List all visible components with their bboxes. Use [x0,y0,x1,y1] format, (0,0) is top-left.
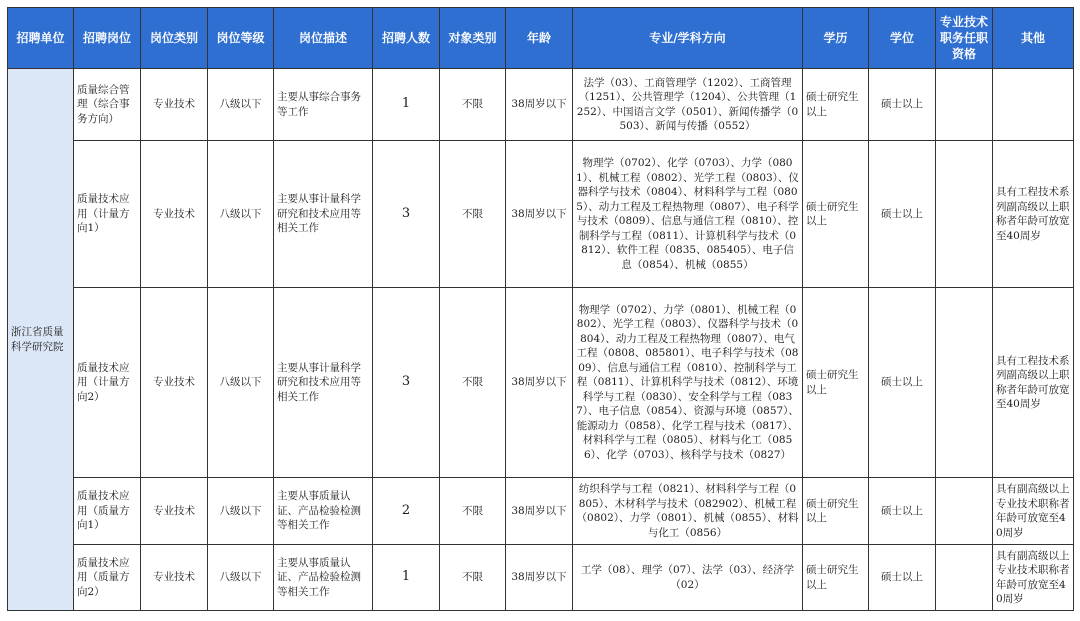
age-cell: 38周岁以下 [506,478,573,545]
header-level: 岗位等级 [208,8,274,69]
header-age: 年龄 [506,8,573,69]
level-cell: 八级以下 [208,141,274,288]
category-cell: 专业技术 [141,288,208,478]
education-cell: 硕士研究生以上 [803,69,869,141]
post-cell: 质量技术应用（计量方向2） [74,288,141,478]
level-cell: 八级以下 [208,545,274,611]
count-cell: 1 [373,69,440,141]
header-row [8,8,1074,69]
major-cell: 物理学（0702）、化学（0703）、力学（0801）、机械工程（0802）、光学工程（0803）、仪器科学与技术（0804）、材料科学与工程（0805）、动力工程及工程热物理（0807）、电子科学与技术（0809）、信息与通信工程（0810）、控制科学与工程（0811）、计算机科学与技术（0812）、软件工程（0835、085405）、电子信息（0854）、机械（0855） [573,141,803,288]
count-cell: 3 [373,141,440,288]
degree-cell: 硕士以上 [869,545,936,611]
level-cell: 八级以下 [208,288,274,478]
target-cell: 不限 [440,69,506,141]
age-cell: 38周岁以下 [506,545,573,611]
major-cell: 法学（03）、工商管理学（1202）、工商管理（1251）、公共管理学（1204）、公共管理（1252）、中国语言文学（0501）、新闻传播学（0503）、新闻与传播（0552） [573,69,803,141]
level-cell: 八级以下 [208,478,274,545]
target-cell: 不限 [440,141,506,288]
header-description: 岗位描述 [274,8,373,69]
education-cell: 硕士研究生以上 [803,545,869,611]
category-cell: 专业技术 [141,69,208,141]
major-cell: 纺织科学与工程（0821）、材料科学与工程（0805）、木材科学与技术（082902）、机械工程（0802）、力学（0801）、机械（0855）、材料与化工（0856） [573,478,803,545]
description-cell: 主要从事质量认证、产品检验检测等相关工作 [274,478,373,545]
header-qualification: 专业技术职务任职资格 [936,8,993,69]
description-cell: 主要从事计量科学研究和技术应用等相关工作 [274,288,373,478]
table-row [8,69,1074,141]
qualification-cell [936,288,993,478]
post-cell: 质量综合管理（综合事务方向） [74,69,141,141]
category-cell: 专业技术 [141,545,208,611]
count-cell: 2 [373,478,440,545]
age-cell: 38周岁以下 [506,141,573,288]
other-cell: 具有工程技术系列副高级以上职称者年龄可放宽至40周岁 [993,141,1074,288]
header-education: 学历 [803,8,869,69]
header-major: 专业/学科方向 [573,8,803,69]
qualification-cell [936,478,993,545]
header-category: 岗位类别 [141,8,208,69]
count-cell: 1 [373,545,440,611]
table-row [8,545,1074,611]
level-cell: 八级以下 [208,69,274,141]
header-count: 招聘人数 [373,8,440,69]
qualification-cell [936,141,993,288]
target-cell: 不限 [440,288,506,478]
table-row [8,288,1074,478]
degree-cell: 硕士以上 [869,69,936,141]
category-cell: 专业技术 [141,141,208,288]
other-cell: 具有副高级以上专业技术职称者年龄可放宽至40周岁 [993,478,1074,545]
age-cell: 38周岁以下 [506,69,573,141]
unit-cell: 浙江省质量科学研究院 [8,69,74,611]
other-cell [993,69,1074,141]
description-cell: 主要从事综合事务等工作 [274,69,373,141]
target-cell: 不限 [440,545,506,611]
target-cell: 不限 [440,478,506,545]
table-row [8,141,1074,288]
age-cell: 38周岁以下 [506,288,573,478]
education-cell: 硕士研究生以上 [803,478,869,545]
header-unit: 招聘单位 [8,8,74,69]
other-cell: 具有工程技术系列副高级以上职称者年龄可放宽至40周岁 [993,288,1074,478]
degree-cell: 硕士以上 [869,288,936,478]
degree-cell: 硕士以上 [869,141,936,288]
degree-cell: 硕士以上 [869,478,936,545]
major-cell: 物理学（0702）、力学（0801）、机械工程（0802）、光学工程（0803）、仪器科学与技术（0804）、动力工程及工程热物理（0807）、电气工程（0808、085801）、电子科学与技术（0809）、信息与通信工程（0810）、控制科学与工程（0811）、计算机科学与技术（0812）、环境科学与工程（0830）、安全科学与工程（0837）、电子信息（0854）、资源与环境（0857）、能源动力（0858）、化学工程与技术（0817）、材料科学与工程（0805）、材料与化工（0856）、化学（0703）、核科学与技术（0827） [573,288,803,478]
description-cell: 主要从事质量认证、产品检验检测等相关工作 [274,545,373,611]
header-degree: 学位 [869,8,936,69]
header-post: 招聘岗位 [74,8,141,69]
header-other: 其他 [993,8,1074,69]
table-row [8,478,1074,545]
qualification-cell [936,545,993,611]
education-cell: 硕士研究生以上 [803,288,869,478]
description-cell: 主要从事计量科学研究和技术应用等相关工作 [274,141,373,288]
major-cell: 工学（08）、理学（07）、法学（03）、经济学（02） [573,545,803,611]
header-target: 对象类别 [440,8,506,69]
education-cell: 硕士研究生以上 [803,141,869,288]
recruitment-table-container [7,7,1074,611]
post-cell: 质量技术应用（计量方向1） [74,141,141,288]
post-cell: 质量技术应用（质量方向1） [74,478,141,545]
count-cell: 3 [373,288,440,478]
recruitment-table [7,7,1074,611]
qualification-cell [936,69,993,141]
category-cell: 专业技术 [141,478,208,545]
post-cell: 质量技术应用（质量方向2） [74,545,141,611]
other-cell: 具有副高级以上专业技术职称者年龄可放宽至40周岁 [993,545,1074,611]
